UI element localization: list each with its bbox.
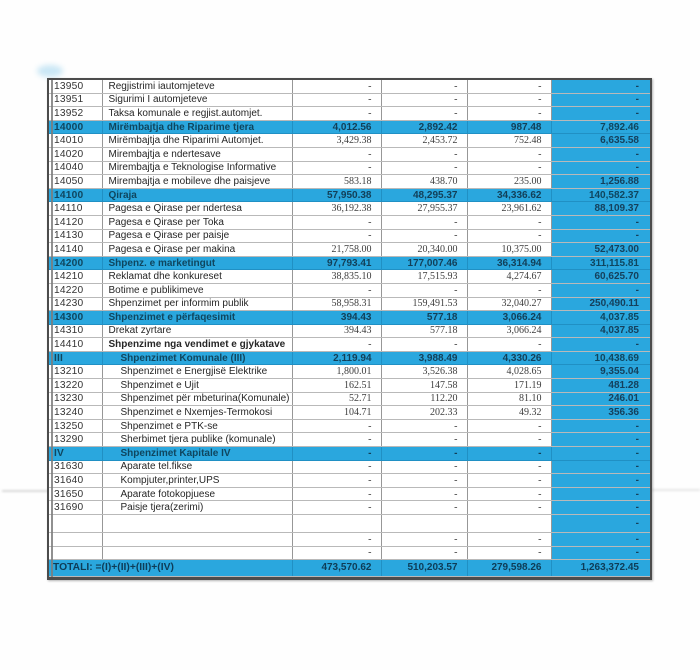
value-cell-col1: 394.43 xyxy=(292,311,381,325)
value-cell-col3: - xyxy=(467,80,551,93)
total-value-cell: 9,355.04 xyxy=(551,365,650,379)
value-cell-col3: - xyxy=(467,419,551,433)
description-cell: Paisje tjera(zerimi) xyxy=(102,501,292,515)
table-row xyxy=(49,147,650,161)
table-row xyxy=(49,175,650,189)
code-cell: 13951 xyxy=(49,93,102,107)
table-row xyxy=(49,324,650,338)
description-cell: Qiraja xyxy=(102,188,292,202)
description-cell: Shpenzimet e Nxemjes-Termokosi xyxy=(102,406,292,420)
total-value-cell: 4,037.85 xyxy=(551,311,650,325)
description-cell: Botime e publikimeve xyxy=(102,283,292,297)
value-cell-col3: 3,066.24 xyxy=(467,324,551,338)
description-cell: Pagesa e Qirase per ndertesa xyxy=(102,202,292,216)
value-cell-col1: - xyxy=(292,474,381,488)
value-cell-col2: 202.33 xyxy=(381,406,467,420)
code-cell: 14010 xyxy=(49,134,102,148)
total-value-cell: - xyxy=(551,161,650,175)
table-row xyxy=(49,433,650,447)
value-cell-col3: - xyxy=(467,474,551,488)
section-header-row xyxy=(49,188,650,202)
value-cell-col2: - xyxy=(381,147,467,161)
description-cell: Kompjuter,printer,UPS xyxy=(102,474,292,488)
value-cell-col1: - xyxy=(292,433,381,447)
table-row xyxy=(49,533,650,547)
value-cell-col2: 112.20 xyxy=(381,392,467,406)
value-cell-col2: 48,295.37 xyxy=(381,188,467,202)
table-row xyxy=(49,134,650,148)
value-cell-col3: - xyxy=(467,161,551,175)
value-cell-col1: - xyxy=(292,546,381,560)
value-cell-col3: - xyxy=(467,546,551,560)
table-row xyxy=(49,215,650,229)
total-value-cell: 60,625.70 xyxy=(551,270,650,284)
description-cell: Taksa komunale e regjist.automjet. xyxy=(102,107,292,121)
value-cell-col2: 3,988.49 xyxy=(381,351,467,365)
value-cell-col2: - xyxy=(381,338,467,352)
code-cell xyxy=(49,546,102,560)
value-cell-col1: - xyxy=(292,460,381,474)
description-cell: Mirembajtja e mobileve dhe paisjeve xyxy=(102,175,292,189)
value-cell-col1: 36,192.38 xyxy=(292,202,381,216)
value-cell-col2: - xyxy=(381,93,467,107)
value-cell-col1: 394.43 xyxy=(292,324,381,338)
table-row xyxy=(49,107,650,121)
value-cell-col2: 159,491.53 xyxy=(381,297,467,311)
code-cell: 14050 xyxy=(49,175,102,189)
total-value-cell: - xyxy=(551,147,650,161)
table-row xyxy=(49,460,650,474)
code-cell: 13952 xyxy=(49,107,102,121)
description-cell: Pagesa e Qirase per makina xyxy=(102,243,292,257)
value-cell-col3: 49.32 xyxy=(467,406,551,420)
value-cell-col2: - xyxy=(381,107,467,121)
total-value-cell: - xyxy=(551,546,650,560)
code-cell: 14140 xyxy=(49,243,102,257)
table-row xyxy=(49,270,650,284)
code-cell: 14040 xyxy=(49,161,102,175)
code-cell: 13230 xyxy=(49,392,102,406)
value-cell-col3: 3,066.24 xyxy=(467,311,551,325)
description-cell xyxy=(102,515,292,533)
section-header-row xyxy=(49,447,650,461)
description-cell xyxy=(102,546,292,560)
value-cell-col2: - xyxy=(381,229,467,243)
value-cell-col2 xyxy=(381,515,467,533)
grand-total-sum-cell: 1,263,372.45 xyxy=(551,560,650,577)
total-value-cell: - xyxy=(551,533,650,547)
value-cell-col2: 20,340.00 xyxy=(381,243,467,257)
value-cell-col1: 21,758.00 xyxy=(292,243,381,257)
value-cell-col3: 235.00 xyxy=(467,175,551,189)
total-value-cell: - xyxy=(551,433,650,447)
description-cell: Shpenzimet Kapitale IV xyxy=(102,447,292,461)
code-cell: 14300 xyxy=(49,311,102,325)
section-header-row xyxy=(49,311,650,325)
table-row xyxy=(49,229,650,243)
scan-smudge-artifact xyxy=(37,65,63,77)
table-row xyxy=(49,406,650,420)
description-cell: Pagesa e Qirase per paisje xyxy=(102,229,292,243)
total-value-cell: - xyxy=(551,283,650,297)
total-value-cell: 52,473.00 xyxy=(551,243,650,257)
value-cell-col2: - xyxy=(381,533,467,547)
value-cell-col2: - xyxy=(381,501,467,515)
description-cell: Pagesa e Qirase per Toka xyxy=(102,215,292,229)
total-value-cell: 311,115.81 xyxy=(551,256,650,270)
total-value-cell: 6,635.58 xyxy=(551,134,650,148)
value-cell-col2: 177,007.46 xyxy=(381,256,467,270)
description-cell: Aparate tel.fikse xyxy=(102,460,292,474)
value-cell-col1: 4,012.56 xyxy=(292,120,381,134)
description-cell: Mirembajtja e Teknologise Informative xyxy=(102,161,292,175)
value-cell-col3: - xyxy=(467,433,551,447)
description-cell: Shpenzimet Komunale (III) xyxy=(102,351,292,365)
value-cell-col1: - xyxy=(292,533,381,547)
total-value-cell: 481.28 xyxy=(551,379,650,393)
value-cell-col1: - xyxy=(292,419,381,433)
total-value-cell: - xyxy=(551,515,650,533)
value-cell-col1: 38,835.10 xyxy=(292,270,381,284)
total-value-cell: 250,490.11 xyxy=(551,297,650,311)
table-row xyxy=(49,515,650,533)
value-cell-col1: - xyxy=(292,80,381,93)
value-cell-col3: 34,336.62 xyxy=(467,188,551,202)
value-cell-col2: 3,526.38 xyxy=(381,365,467,379)
code-cell: 14410 xyxy=(49,338,102,352)
value-cell-col3: - xyxy=(467,107,551,121)
total-value-cell: 1,256.88 xyxy=(551,175,650,189)
value-cell-col1: 57,950.38 xyxy=(292,188,381,202)
description-cell: Shpenzimet per informim publik xyxy=(102,297,292,311)
description-cell: Shpenzimet e përfaqesimit xyxy=(102,311,292,325)
value-cell-col2: 2,453.72 xyxy=(381,134,467,148)
description-cell: Shpenzimet e PTK-se xyxy=(102,419,292,433)
code-cell: 31630 xyxy=(49,460,102,474)
value-cell-col2: - xyxy=(381,447,467,461)
value-cell-col2: - xyxy=(381,433,467,447)
section-header-row xyxy=(49,351,650,365)
code-cell: 13290 xyxy=(49,433,102,447)
total-value-cell: - xyxy=(551,474,650,488)
table-row xyxy=(49,392,650,406)
code-cell: 14120 xyxy=(49,215,102,229)
value-cell-col2: - xyxy=(381,546,467,560)
grand-total-value-col1: 473,570.62 xyxy=(292,560,381,577)
value-cell-col2: - xyxy=(381,80,467,93)
value-cell-col1: - xyxy=(292,161,381,175)
value-cell-col3: 4,274.67 xyxy=(467,270,551,284)
table-row xyxy=(49,202,650,216)
value-cell-col1: - xyxy=(292,283,381,297)
table-left-double-border xyxy=(51,80,53,577)
grand-total-value-col2: 510,203.57 xyxy=(381,560,467,577)
total-value-cell: 10,438.69 xyxy=(551,351,650,365)
value-cell-col1: - xyxy=(292,215,381,229)
value-cell-col3: 10,375.00 xyxy=(467,243,551,257)
code-cell: IV xyxy=(49,447,102,461)
code-cell: 31650 xyxy=(49,487,102,501)
description-cell: Drekat zyrtare xyxy=(102,324,292,338)
code-cell: 14310 xyxy=(49,324,102,338)
total-value-cell: - xyxy=(551,419,650,433)
code-cell: 14110 xyxy=(49,202,102,216)
value-cell-col1: 3,429.38 xyxy=(292,134,381,148)
value-cell-col3: 4,330.26 xyxy=(467,351,551,365)
table-row xyxy=(49,283,650,297)
value-cell-col3: - xyxy=(467,93,551,107)
value-cell-col1: 97,793.41 xyxy=(292,256,381,270)
value-cell-col3: 23,961.62 xyxy=(467,202,551,216)
total-value-cell: - xyxy=(551,80,650,93)
value-cell-col1: - xyxy=(292,147,381,161)
value-cell-col3: - xyxy=(467,147,551,161)
table-row xyxy=(49,419,650,433)
value-cell-col1: - xyxy=(292,501,381,515)
description-cell: Shpenzime nga vendimet e gjykatave xyxy=(102,338,292,352)
value-cell-col1: - xyxy=(292,447,381,461)
code-cell: 14000 xyxy=(49,120,102,134)
value-cell-col3: 987.48 xyxy=(467,120,551,134)
value-cell-col2: 2,892.42 xyxy=(381,120,467,134)
value-cell-col1: - xyxy=(292,487,381,501)
value-cell-col1: 52.71 xyxy=(292,392,381,406)
value-cell-col2: 577.18 xyxy=(381,311,467,325)
description-cell: Mirëmbajtja dhe Riparime tjera xyxy=(102,120,292,134)
budget-expenses-table xyxy=(47,78,652,580)
value-cell-col2: - xyxy=(381,419,467,433)
value-cell-col3: - xyxy=(467,501,551,515)
total-value-cell: - xyxy=(551,93,650,107)
description-cell: Shpenzimet e Energjisë Elektrike xyxy=(102,365,292,379)
value-cell-col2: 577.18 xyxy=(381,324,467,338)
code-cell: 31690 xyxy=(49,501,102,515)
value-cell-col2: 17,515.93 xyxy=(381,270,467,284)
value-cell-col1: - xyxy=(292,338,381,352)
description-cell: Mirëmbajtja dhe Riparimi Automjet. xyxy=(102,134,292,148)
value-cell-col3: - xyxy=(467,533,551,547)
table-row xyxy=(49,80,650,93)
code-cell: 14230 xyxy=(49,297,102,311)
description-cell: Shpenz. e marketingut xyxy=(102,256,292,270)
table-row xyxy=(49,365,650,379)
value-cell-col2: - xyxy=(381,474,467,488)
value-cell-col3: 752.48 xyxy=(467,134,551,148)
description-cell xyxy=(102,533,292,547)
code-cell: III xyxy=(49,351,102,365)
description-cell: Shpenzimet e Ujit xyxy=(102,379,292,393)
value-cell-col3: 36,314.94 xyxy=(467,256,551,270)
code-cell: 14100 xyxy=(49,188,102,202)
code-cell: 13240 xyxy=(49,406,102,420)
value-cell-col1: 2,119.94 xyxy=(292,351,381,365)
code-cell: 14210 xyxy=(49,270,102,284)
grand-total-label: TOTALI: =(I)+(II)+(III)+(IV) xyxy=(49,560,292,577)
total-value-cell: 140,582.37 xyxy=(551,188,650,202)
grand-total-value-col3: 279,598.26 xyxy=(467,560,551,577)
value-cell-col2: - xyxy=(381,161,467,175)
table-body xyxy=(49,80,650,576)
code-cell: 14020 xyxy=(49,147,102,161)
value-cell-col3: 171.19 xyxy=(467,379,551,393)
value-cell-col1: 162.51 xyxy=(292,379,381,393)
total-value-cell: 7,892.46 xyxy=(551,120,650,134)
value-cell-col1: 58,958.31 xyxy=(292,297,381,311)
value-cell-col2: - xyxy=(381,460,467,474)
value-cell-col3: - xyxy=(467,338,551,352)
value-cell-col3: - xyxy=(467,283,551,297)
total-value-cell: - xyxy=(551,107,650,121)
code-cell: 13950 xyxy=(49,80,102,93)
code-cell: 13250 xyxy=(49,419,102,433)
value-cell-col1: 104.71 xyxy=(292,406,381,420)
table-row xyxy=(49,487,650,501)
value-cell-col3: 4,028.65 xyxy=(467,365,551,379)
value-cell-col1: - xyxy=(292,93,381,107)
value-cell-col3: - xyxy=(467,229,551,243)
value-cell-col2: 27,955.37 xyxy=(381,202,467,216)
value-cell-col3: 32,040.27 xyxy=(467,297,551,311)
code-cell: 14130 xyxy=(49,229,102,243)
table-row xyxy=(49,93,650,107)
value-cell-col2: - xyxy=(381,487,467,501)
scan-line-artifact-right xyxy=(648,489,700,491)
value-cell-col3 xyxy=(467,515,551,533)
total-value-cell: - xyxy=(551,215,650,229)
code-cell: 14200 xyxy=(49,256,102,270)
code-cell xyxy=(49,515,102,533)
section-header-row xyxy=(49,256,650,270)
value-cell-col2: - xyxy=(381,283,467,297)
total-value-cell: 356.36 xyxy=(551,406,650,420)
table-row xyxy=(49,297,650,311)
total-value-cell: - xyxy=(551,501,650,515)
table-row xyxy=(49,338,650,352)
value-cell-col1 xyxy=(292,515,381,533)
grand-total-row xyxy=(49,560,650,577)
description-cell: Reklamat dhe konkureset xyxy=(102,270,292,284)
description-cell: Sherbimet tjera publike (komunale) xyxy=(102,433,292,447)
section-header-row xyxy=(49,120,650,134)
value-cell-col3: - xyxy=(467,460,551,474)
value-cell-col3: - xyxy=(467,215,551,229)
value-cell-col2: 147.58 xyxy=(381,379,467,393)
table-row xyxy=(49,161,650,175)
code-cell: 31640 xyxy=(49,474,102,488)
table-row xyxy=(49,379,650,393)
total-value-cell: - xyxy=(551,487,650,501)
total-value-cell: - xyxy=(551,460,650,474)
description-cell: Shpenzimet për mbeturina(Komunale) xyxy=(102,392,292,406)
table-row xyxy=(49,546,650,560)
value-cell-col1: - xyxy=(292,107,381,121)
value-cell-col1: 583.18 xyxy=(292,175,381,189)
value-cell-col2: - xyxy=(381,215,467,229)
value-cell-col3: - xyxy=(467,447,551,461)
total-value-cell: - xyxy=(551,338,650,352)
table-row xyxy=(49,501,650,515)
total-value-cell: 246.01 xyxy=(551,392,650,406)
description-cell: Regjistrimi iautomjeteve xyxy=(102,80,292,93)
budget-table-grid xyxy=(49,80,650,577)
total-value-cell: 4,037.85 xyxy=(551,324,650,338)
total-value-cell: 88,109.37 xyxy=(551,202,650,216)
description-cell: Sigurimi I automjeteve xyxy=(102,93,292,107)
code-cell: 13220 xyxy=(49,379,102,393)
table-row xyxy=(49,243,650,257)
value-cell-col1: 1,800.01 xyxy=(292,365,381,379)
value-cell-col1: - xyxy=(292,229,381,243)
value-cell-col3: 81.10 xyxy=(467,392,551,406)
value-cell-col2: 438.70 xyxy=(381,175,467,189)
value-cell-col3: - xyxy=(467,487,551,501)
total-value-cell: - xyxy=(551,447,650,461)
description-cell: Aparate fotokopjuese xyxy=(102,487,292,501)
code-cell xyxy=(49,533,102,547)
total-value-cell: - xyxy=(551,229,650,243)
code-cell: 14220 xyxy=(49,283,102,297)
table-row xyxy=(49,474,650,488)
description-cell: Mirembajtja e ndertesave xyxy=(102,147,292,161)
code-cell: 13210 xyxy=(49,365,102,379)
